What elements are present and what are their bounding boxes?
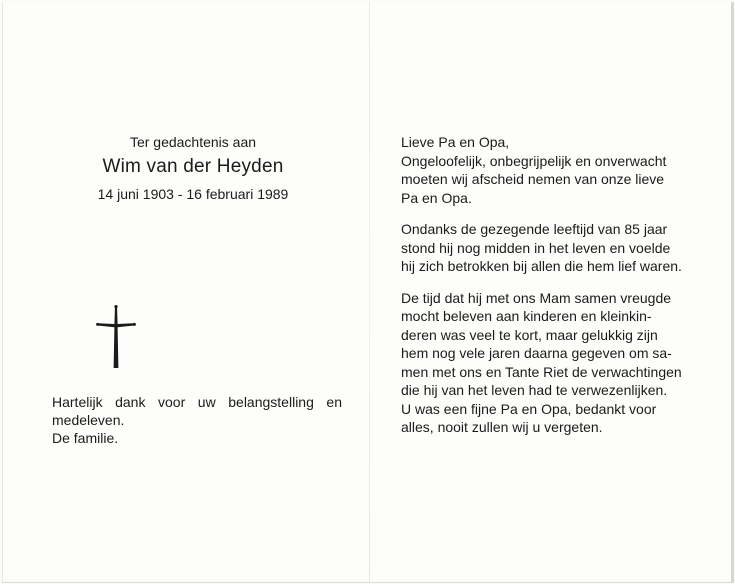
poem-text [401, 133, 689, 450]
poem-line: alles, nooit zullen wij u vergeten. [401, 419, 603, 435]
thanks-text: Hartelijk dank voor uw belangstelling en medeleven. [52, 394, 342, 428]
memorial-header [43, 134, 343, 202]
poem-paragraph [401, 133, 689, 207]
poem-line: De tijd dat hij met ons Mam samen vreugde [401, 289, 672, 306]
poem-line: men met ons en Tante Riet de verwachtingen [401, 363, 682, 380]
card-fold [369, 2, 370, 582]
poem-line: stond hij nog midden in het leven en voelde [401, 239, 671, 256]
poem-line: die hij van het leven had te verwezenlijken. [401, 382, 668, 398]
memorial-subtitle: Ter gedachtenis aan [129, 134, 257, 150]
poem-line: U was een fijne Pa en Opa, bedankt voor [401, 400, 657, 417]
poem-line: hij zich betrokken bij allen die hem lief waren. [401, 258, 682, 274]
poem-line: hem nog vele jaren daarna gegeven om sa- [401, 345, 672, 361]
poem-line: deren was veel te kort, maar gelukkig zijn [401, 326, 658, 343]
poem-line: moeten wij afscheid nemen van onze lieve [401, 171, 665, 187]
poem-line: mocht beleven aan kinderen en kleinkin- [401, 308, 652, 324]
family-signature: De familie. [52, 430, 119, 446]
life-dates: 14 juni 1903 - 16 februari 1989 [97, 186, 289, 202]
deceased-name: Wim van der Heyden [102, 156, 284, 177]
memorial-card [2, 2, 734, 583]
poem-line: Ondanks de gezegende leeftijd van 85 jaar [401, 221, 668, 237]
cross-icon [94, 304, 138, 370]
poem-paragraph [401, 220, 689, 276]
poem-line: Ongeloofelijk, onbegrijpelijk en onverwacht [401, 152, 667, 169]
poem-paragraph [401, 289, 689, 437]
poem-line: Pa en Opa. [401, 189, 472, 206]
poem-line: Lieve Pa en Opa, [401, 134, 510, 150]
